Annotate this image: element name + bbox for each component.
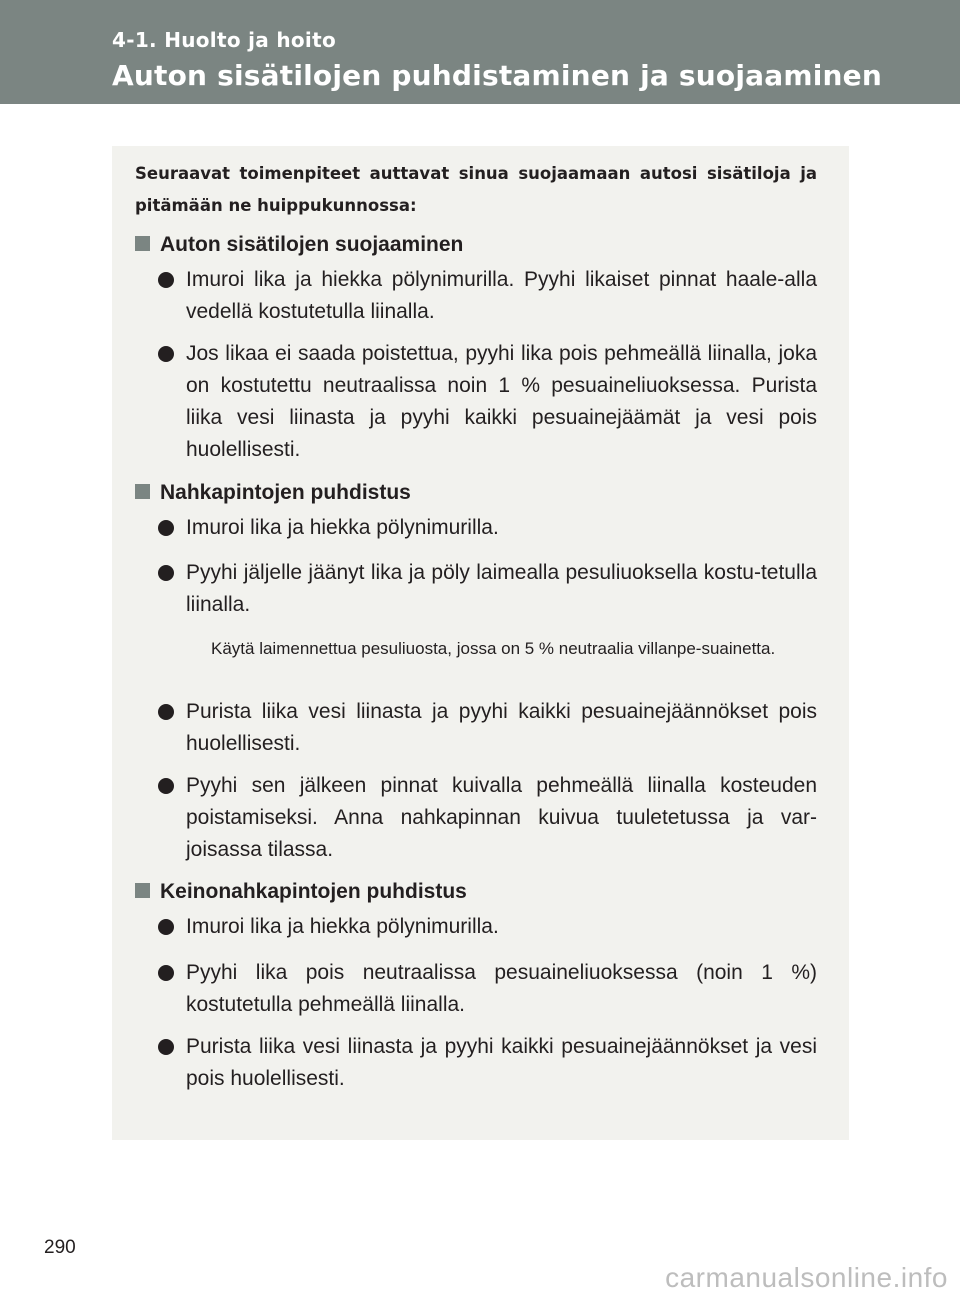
bullet-dot-icon bbox=[158, 704, 174, 720]
list-item-text: Jos likaa ei saada poistettua, pyyhi lika pois pehmeällä liinalla, joka on kostutettu neutraalissa noin 1 % pesuaineliuoksessa. Purista liika vesi liinasta ja pyyhi kaikki pesuainejäämät ja vesi pois huolellisesti. bbox=[186, 342, 817, 461]
bullet-dot-icon bbox=[158, 565, 174, 581]
list-item bbox=[158, 696, 817, 760]
square-bullet-icon bbox=[135, 236, 150, 251]
list-item bbox=[158, 957, 817, 1021]
list-item-text: Imuroi lika ja hiekka pölynimurilla. bbox=[186, 915, 499, 938]
section-heading-text: Keinonahkapintojen puhdistus bbox=[160, 880, 467, 903]
list-item-text: Pyyhi sen jälkeen pinnat kuivalla pehmeällä liinalla kosteuden poistamiseksi. Anna nahkapinnan kuivua tuuletetussa ja var-joisassa tilassa. bbox=[186, 774, 817, 861]
list-item bbox=[158, 1031, 817, 1095]
bullet-dot-icon bbox=[158, 965, 174, 981]
bullet-dot-icon bbox=[158, 272, 174, 288]
list-item-text: Pyyhi lika pois neutraalissa pesuaineliuoksessa (noin 1 %) kostutetulla pehmeällä liinalla. bbox=[186, 961, 817, 1016]
note-text: Käytä laimennettua pesuliuosta, jossa on 5 % neutraalia villanpe-suainetta. bbox=[211, 639, 776, 658]
bullet-dot-icon bbox=[158, 520, 174, 536]
bullet-dot-icon bbox=[158, 919, 174, 935]
list-item bbox=[158, 338, 817, 466]
bullet-dot-icon bbox=[158, 346, 174, 362]
section-heading bbox=[135, 878, 467, 906]
list-item-text: Purista liika vesi liinasta ja pyyhi kaikki pesuainejäännökset pois huolellisesti. bbox=[186, 700, 817, 755]
bullet-dot-icon bbox=[158, 778, 174, 794]
list-item-text: Pyyhi jäljelle jäänyt lika ja pöly laimealla pesuliuoksella kostu-tetulla liinalla. bbox=[186, 561, 817, 616]
list-item bbox=[158, 264, 817, 328]
watermark-link[interactable]: carmanualsonline.info bbox=[665, 1262, 948, 1293]
list-item-text: Imuroi lika ja hiekka pölynimurilla. Pyyhi likaiset pinnat haale-alla vedellä kostutetulla liinalla. bbox=[186, 268, 817, 323]
page-number: 290 bbox=[44, 1237, 76, 1258]
list-item-text: Purista liika vesi liinasta ja pyyhi kaikki pesuainejäännökset ja vesi pois huolellisesti. bbox=[186, 1035, 817, 1090]
list-item bbox=[158, 770, 817, 866]
square-bullet-icon bbox=[135, 883, 150, 898]
intro-paragraph: Seuraavat toimenpiteet auttavat sinua suojaamaan autosi sisätiloja ja pitämään ne huippukunnossa: bbox=[135, 164, 817, 215]
section-heading-text: Auton sisätilojen suojaaminen bbox=[160, 233, 464, 256]
section-heading-text: Nahkapintojen puhdistus bbox=[160, 481, 411, 504]
list-item-text: Imuroi lika ja hiekka pölynimurilla. bbox=[186, 516, 499, 539]
bullet-dot-icon bbox=[158, 1039, 174, 1055]
square-bullet-icon bbox=[135, 484, 150, 499]
list-item bbox=[158, 512, 817, 544]
section-label: 4-1. Huolto ja hoito bbox=[112, 28, 336, 52]
list-item bbox=[158, 557, 817, 621]
list-item bbox=[158, 911, 817, 943]
section-heading bbox=[135, 479, 411, 507]
section-heading bbox=[135, 231, 463, 259]
page-title: Auton sisätilojen puhdistaminen ja suojaaminen bbox=[112, 59, 882, 92]
